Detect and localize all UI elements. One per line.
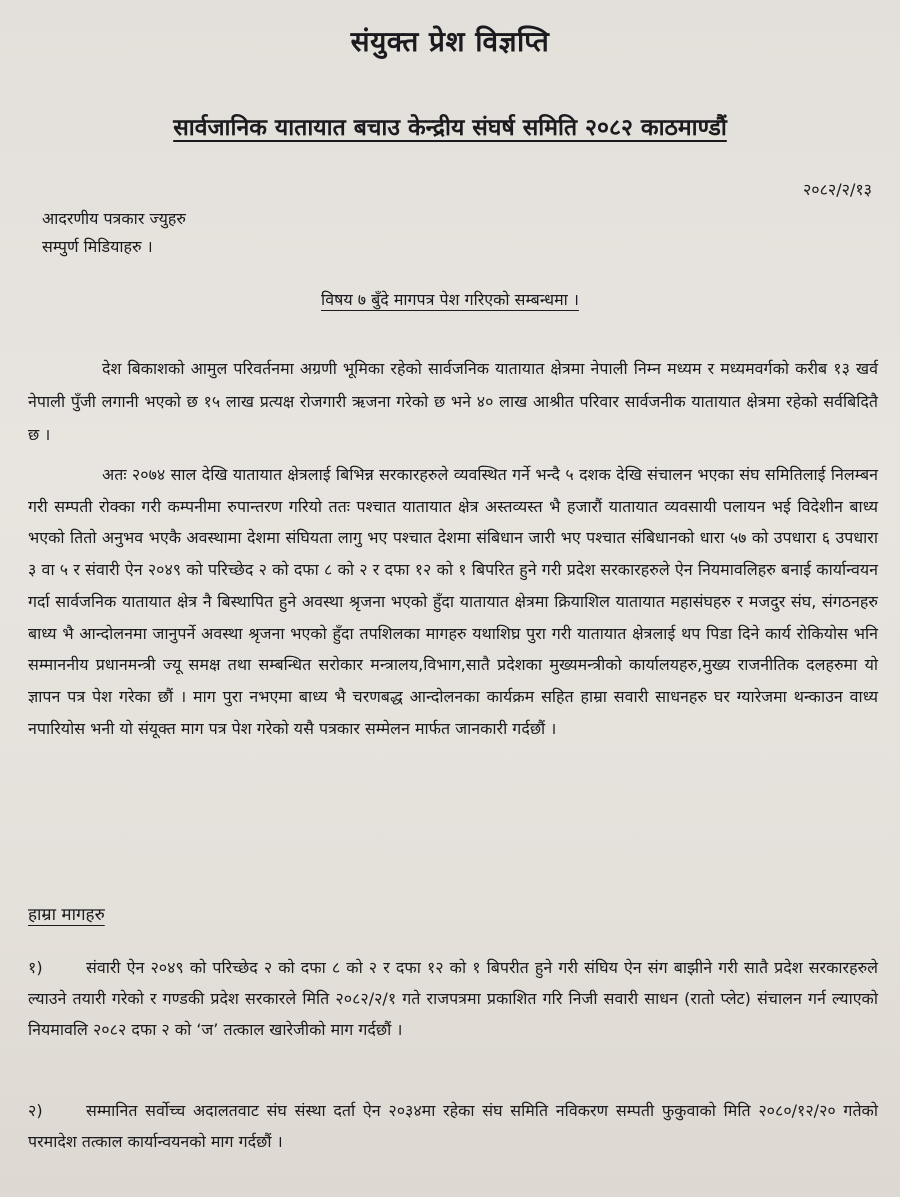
demands-heading-text: हाम्रा मागहरु (28, 905, 105, 925)
body-paragraph-2: अतः २०७४ साल देखि यातायात क्षेत्रलाई बिभिन्न सरकारहरुले व्यवस्थित गर्ने भन्दै ५ दशक देखि संचालन भएका संघ समितिलाई निलम्बन गरी सम्पती रोक्का गरी कम्पनीमा रुपान्तरण गरियो ततः पश्चात यातायात क्षेत्र अस्तव्यस्त भै हजारौं यातायात व्यवसायी पलायन भई विदेशीन बाध्य भएको तितो अनुभव भएकै अवस्थामा देशमा संघियता लागु भए पश्चात देशमा संबिधान जारी भए पश्चात संबिधानको धारा ५७ को उपधारा ६ उपधारा ३ वा ५ र संवारी ऐन २०४९ को परिच्छेद २ को दफा ८ को २ र दफा १२ को १ बिपरित हुने गरी प्रदेश सरकारहरुले ऐन नियमावलिहरु बनाई कार्यान्वयन गर्दा सार्वजनिक यातायात क्षेत्र नै बिस्थापित हुने अवस्था श्रृजना भएको हुँदा यातायात क्षेत्रमा क्रियाशिल यातायात महासंघहरु र मजदुर संघ, संगठनहरु बाध्य भै आन्दोलनमा जानुपर्ने अवस्था श्रृजना भएको हुँदा तपशिलका मागहरु यथाशिघ्र पुरा गरी यातायात क्षेत्रलाई थप पिडा दिने कार्य रोकियोस भनि सम्माननीय प्रधानमन्त्री ज्यू समक्ष तथा सम्बन्धित सरोकार मन्त्रालय,विभाग,सातै प्रदेशका मुख्यमन्त्रीको कार्यालयहरु,मुख्य राजनीतिक दलहरुमा यो ज्ञापन पत्र पेश गरेका छौं । माग पुरा नभएमा बाध्य भै चरणबद्ध आन्दोलनका कार्यक्रम सहित हाम्रा सवारी साधनहरु घर ग्यारेजमा थन्काउन वाध्य नपारियोस भनी यो संयूक्त माग पत्र पेश गरेको यसै पत्रकार सम्मेलन मार्फत जानकारी गर्दछौं । (28, 465, 878, 738)
document-title: संयुक्त प्रेश विज्ञप्ति (350, 25, 550, 58)
demand-item-1 (28, 952, 878, 1045)
addressee-line-1: आदरणीय पत्रकार ज्युहरु (42, 209, 186, 228)
organization-name: सार्वजानिक यातायात बचाउ केन्द्रीय संघर्ष समिति २०८२ काठमाण्डौं (173, 114, 727, 141)
demand-item-2 (28, 1095, 878, 1157)
demand-number-1: १) (28, 958, 43, 977)
demands-heading (28, 902, 105, 925)
demand-number-2: २) (28, 1101, 43, 1120)
demand-text-2: सम्मानित सर्वोच्च अदालतवाट संघ संस्था दर्ता ऐन २०३४मा रहेका संघ समिति नविकरण सम्पती फुकुवाको मिति २०८०/१२/२० गतेको परमादेश तत्काल कार्यान्वयनको माग गर्दछौं । (28, 1101, 878, 1151)
subject-line (0, 288, 900, 310)
organization-heading (0, 110, 900, 142)
body-paragraph-1: देश बिकाशको आमुल परिवर्तनमा अग्रणी भूमिका रहेको सार्वजनिक यातायात क्षेत्रमा नेपाली निम्न मध्यम र मध्यमवर्गको करीब १३ खर्व नेपाली पुँजी लगानी भएको छ १५ लाख प्रत्यक्ष रोजगारी ऋजना गरेको छ भने ४० लाख आश्रीत परिवार सार्वजनीक यातायात क्षेत्रमा रहेको सर्वबिदितै छ । (28, 359, 878, 444)
subject-text: विषय ७ बुँदे मागपत्र पेश गरिएको सम्बन्धमा । (321, 290, 579, 309)
addressee-line-2: सम्पुर्ण मिडियाहरु । (42, 237, 153, 256)
document-date: २०८२/२/१३ (802, 180, 872, 199)
addressee-block (42, 205, 186, 261)
demand-text-1: संवारी ऐन २०४९ को परिच्छेद २ को दफा ८ को २ र दफा १२ को १ बिपरीत हुने गरी संघिय ऐन संग बाझीने गरी सातै प्रदेश सरकारहरुले ल्याउने तयारी गरेको र गण्डकी प्रदेश सरकारले मिति २०८२/२/१ गते राजपत्रमा प्रकाशित गरि निजी सवारी साधन (रातो प्लेट) संचालन गर्न ल्याएको नियमावलि २०८२ दफा २ को ‘ज’ तत्काल खारेजीको माग गर्दछौं । (28, 958, 878, 1039)
